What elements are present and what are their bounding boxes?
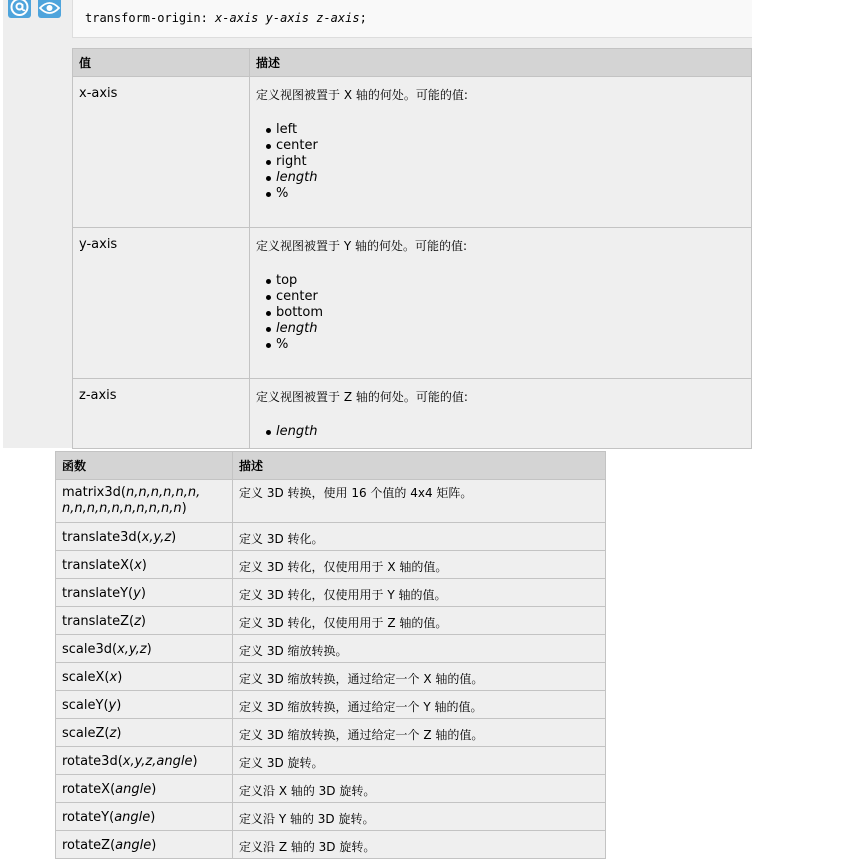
function-close: ) (140, 614, 146, 629)
column-header-description: 描述 (250, 49, 752, 77)
table-row (56, 635, 606, 663)
description-cell: 定义 3D 转化，仅使用用于 X 轴的值。 (233, 551, 606, 579)
syntax-code-block (72, 0, 752, 38)
table-row (56, 607, 606, 635)
function-close: ) (151, 782, 157, 797)
table-row (73, 77, 752, 228)
function-close: ) (117, 670, 123, 685)
list-item: top (276, 273, 751, 289)
view-button[interactable] (38, 0, 61, 18)
function-args: x (109, 670, 118, 685)
eye-icon (38, 0, 61, 18)
function-close: ) (140, 586, 146, 601)
function-args: angle (114, 810, 151, 825)
description-cell: 定义 3D 旋转。 (233, 747, 606, 775)
at-sign-icon (8, 0, 31, 18)
code-prefix: transform-origin: (85, 11, 216, 25)
list-item: center (276, 289, 751, 305)
list-item: bottom (276, 305, 751, 321)
function-cell (56, 607, 233, 635)
description-text: 定义视图被置于 Z 轴的何处。可能的值: (256, 390, 468, 404)
list-item: length (276, 424, 751, 440)
function-args: n,n,n,n,n,n, n,n,n,n,n,n,n,n,n,n (62, 485, 201, 516)
function-close: ) (150, 810, 156, 825)
table-row (56, 523, 606, 551)
function-close: ) (116, 698, 122, 713)
function-cell (56, 523, 233, 551)
description-cell: 定义 3D 转换，使用 16 个值的 4x4 矩阵。 (233, 480, 606, 523)
column-header-description: 描述 (233, 452, 606, 480)
function-cell (56, 747, 233, 775)
list-item: % (276, 186, 751, 202)
table-row (56, 551, 606, 579)
description-cell: 定义沿 Y 轴的 3D 旋转。 (233, 803, 606, 831)
function-name: matrix3d( (62, 485, 126, 500)
function-args: y (133, 586, 141, 601)
function-args: y (108, 698, 117, 713)
list-item: % (276, 337, 751, 353)
function-name: scaleY( (62, 698, 109, 713)
function-cell (56, 579, 233, 607)
values-table (72, 48, 752, 449)
function-cell (56, 831, 233, 859)
description-cell: 定义 3D 缩放转换，通过给定一个 X 轴的值。 (233, 663, 606, 691)
column-header-function: 函数 (56, 452, 233, 480)
function-cell (56, 691, 233, 719)
list-item: length (276, 170, 751, 186)
function-close: ) (192, 754, 198, 769)
function-name: scaleX( (62, 670, 110, 685)
description-text: 定义视图被置于 Y 轴的何处。可能的值: (256, 239, 468, 253)
function-name: scale3d( (62, 642, 118, 657)
function-name: scaleZ( (62, 726, 110, 741)
description-cell (250, 228, 752, 379)
function-args: z (134, 614, 141, 629)
function-cell (56, 803, 233, 831)
value-cell: y-axis (73, 228, 250, 379)
function-name: rotate3d( (62, 754, 123, 769)
description-cell: 定义沿 X 轴的 3D 旋转。 (233, 775, 606, 803)
options-list (256, 122, 751, 202)
function-cell (56, 775, 233, 803)
table-row (73, 228, 752, 379)
table-row (56, 719, 606, 747)
table-row (73, 379, 752, 449)
description-cell: 定义 3D 转化。 (233, 523, 606, 551)
description-cell: 定义 3D 转化，仅使用用于 Y 轴的值。 (233, 579, 606, 607)
description-cell (250, 77, 752, 228)
table-row (56, 691, 606, 719)
description-cell: 定义 3D 缩放转换。 (233, 635, 606, 663)
function-args: angle (115, 782, 152, 797)
function-close: ) (151, 838, 157, 853)
list-item: length (276, 321, 751, 337)
table-row (56, 775, 606, 803)
function-name: translateY( (62, 586, 134, 601)
function-close: ) (116, 726, 122, 741)
function-name: translate3d( (62, 530, 142, 545)
function-name: rotateZ( (62, 838, 116, 853)
list-item: right (276, 154, 751, 170)
function-args: x (134, 558, 142, 573)
functions-table (55, 451, 606, 859)
at-sign-button[interactable] (8, 0, 31, 18)
code-arg-y: y-axis (265, 11, 309, 25)
description-cell: 定义 3D 缩放转换，通过给定一个 Z 轴的值。 (233, 719, 606, 747)
function-cell (56, 719, 233, 747)
description-cell: 定义沿 Z 轴的 3D 旋转。 (233, 831, 606, 859)
table-header-row (56, 452, 606, 480)
table-row (56, 579, 606, 607)
list-item: left (276, 122, 751, 138)
function-cell (56, 551, 233, 579)
function-name: translateX( (62, 558, 135, 573)
function-args: x,y,z,angle (122, 754, 193, 769)
list-item: center (276, 138, 751, 154)
code-arg-x: x-axis (215, 11, 259, 25)
code-arg-z: z-axis (316, 11, 360, 25)
function-cell (56, 663, 233, 691)
function-name: translateZ( (62, 614, 135, 629)
value-cell: x-axis (73, 77, 250, 228)
function-close: ) (146, 642, 152, 657)
table-row (56, 747, 606, 775)
function-close: ) (141, 558, 147, 573)
table-row (56, 663, 606, 691)
function-args: x,y,z (117, 642, 147, 657)
function-args: x,y,z (141, 530, 172, 545)
description-cell (250, 379, 752, 449)
description-cell: 定义 3D 缩放转换，通过给定一个 Y 轴的值。 (233, 691, 606, 719)
options-list (256, 273, 751, 353)
function-name: rotateX( (62, 782, 116, 797)
function-args: angle (115, 838, 152, 853)
function-close: ) (171, 530, 177, 545)
function-name: rotateY( (62, 810, 115, 825)
description-text: 定义视图被置于 X 轴的何处。可能的值: (256, 88, 468, 102)
options-list (256, 424, 751, 440)
value-cell: z-axis (73, 379, 250, 449)
table-row (56, 480, 606, 523)
table-header-row (73, 49, 752, 77)
function-cell (56, 635, 233, 663)
code-suffix: ; (359, 11, 367, 25)
function-cell (56, 480, 233, 523)
description-cell: 定义 3D 转化，仅使用用于 Z 轴的值。 (233, 607, 606, 635)
function-close: ) (181, 501, 187, 516)
function-args: z (109, 726, 117, 741)
table-row (56, 803, 606, 831)
table-row (56, 831, 606, 859)
column-header-value: 值 (73, 49, 250, 77)
